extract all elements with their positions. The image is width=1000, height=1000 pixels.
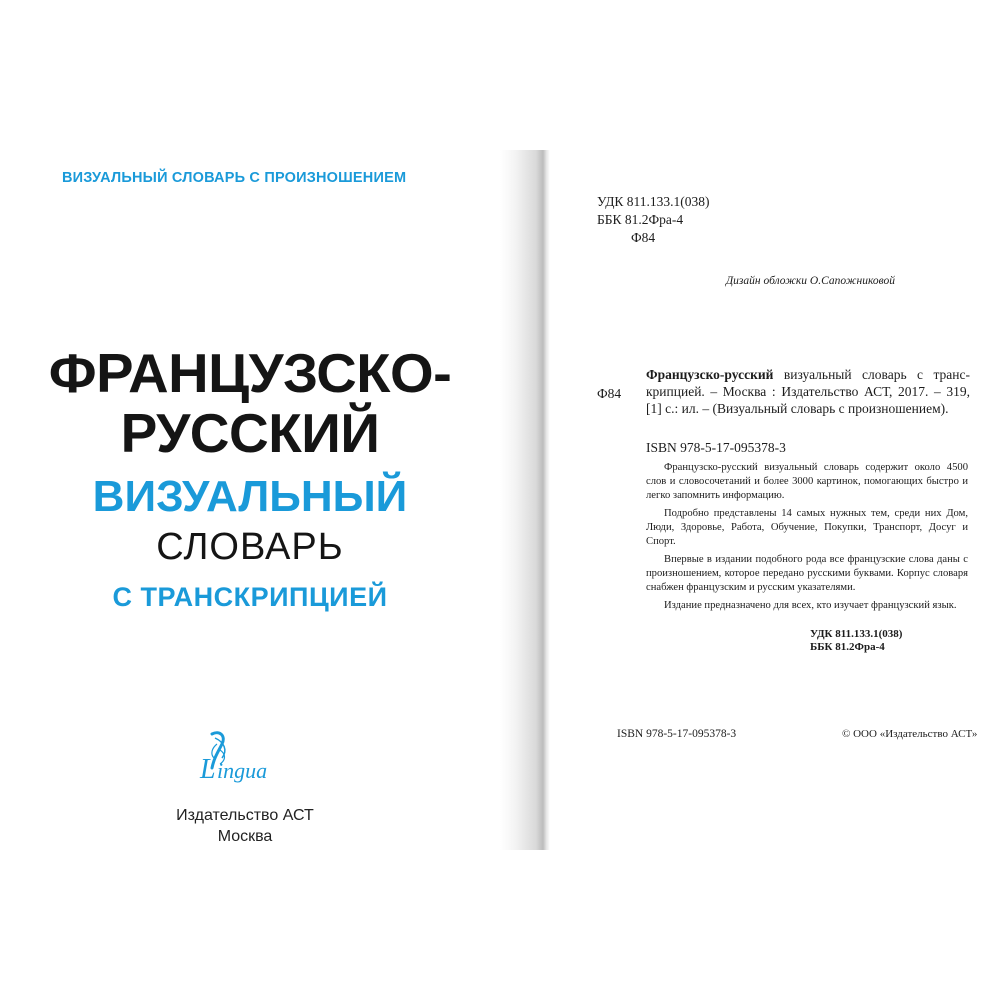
bbk-code-bold: ББК 81.2Фра-4 bbox=[810, 641, 885, 653]
abstract bbox=[646, 461, 968, 617]
abstract-paragraph: Впервые в издании подобного рода все французские слова даны с произношением, которое передано русскими буквами. Корпус словаря снабжен французским и русским указателями. bbox=[646, 554, 968, 593]
title-page bbox=[0, 150, 500, 850]
abstract-paragraph: Издание предназначено для всех, кто изучает французский язык. bbox=[664, 600, 957, 611]
bibliographic-entry bbox=[646, 366, 970, 417]
svg-text:L: L bbox=[200, 754, 216, 785]
lingua-logo bbox=[190, 728, 310, 794]
author-mark: Ф84 bbox=[631, 230, 656, 245]
publisher-city: Москва bbox=[217, 828, 273, 845]
udk-code: УДК 811.133.1(038) bbox=[597, 194, 710, 209]
book-title-line-4: СЛОВАРЬ bbox=[156, 526, 344, 568]
book-gutter bbox=[500, 150, 550, 850]
isbn: ISBN 978-5-17-095378-3 bbox=[646, 440, 786, 455]
book-title-line-5: С ТРАНСКРИПЦИЕЙ bbox=[112, 582, 388, 612]
entry-text: визуальный словарь с транскрипцией. – Москва : Издательство АСТ, 2017. – 319, [1] с.: ил. – (Визуальный словарь с произношением). bbox=[646, 367, 970, 416]
book-title-line-3: ВИЗУАЛЬНЫЙ bbox=[92, 472, 408, 521]
bbk-code: ББК 81.2Фра-4 bbox=[597, 212, 684, 227]
abstract-paragraph: Подробно представлены 14 самых нужных тем, среди них Дом, Люди, Здоровье, Работа, Обучение, Покупки, Транспорт, Досуг и Спорт. bbox=[646, 508, 968, 547]
book-title-line-1: ФРАНЦУЗСКО- bbox=[48, 342, 452, 404]
side-author-mark: Ф84 bbox=[597, 386, 622, 401]
copyright: © ООО «Издательство АСТ» bbox=[842, 728, 978, 740]
svg-text:ingua: ingua bbox=[217, 758, 268, 783]
entry-title: Французско-русский bbox=[646, 367, 774, 382]
cover-design-credit: Дизайн обложки О.Сапожниковой bbox=[725, 275, 895, 287]
publisher-name: Издательство АСТ bbox=[176, 807, 314, 824]
series-title: ВИЗУАЛЬНЫЙ СЛОВАРЬ С ПРОИЗНОШЕНИЕМ bbox=[62, 170, 407, 186]
isbn-bottom: ISBN 978-5-17-095378-3 bbox=[617, 728, 737, 740]
abstract-paragraph: Французско-русский визуальный словарь содержит около 4500 слов и словосочетаний и более 3000 картинок, помогающих быстро и легко запомнить информацию. bbox=[646, 462, 968, 501]
udk-code-bold: УДК 811.133.1(038) bbox=[810, 628, 903, 640]
classification-codes bbox=[810, 628, 972, 654]
imprint-page bbox=[550, 150, 1000, 850]
book-title-line-2: РУССКИЙ bbox=[120, 402, 380, 464]
